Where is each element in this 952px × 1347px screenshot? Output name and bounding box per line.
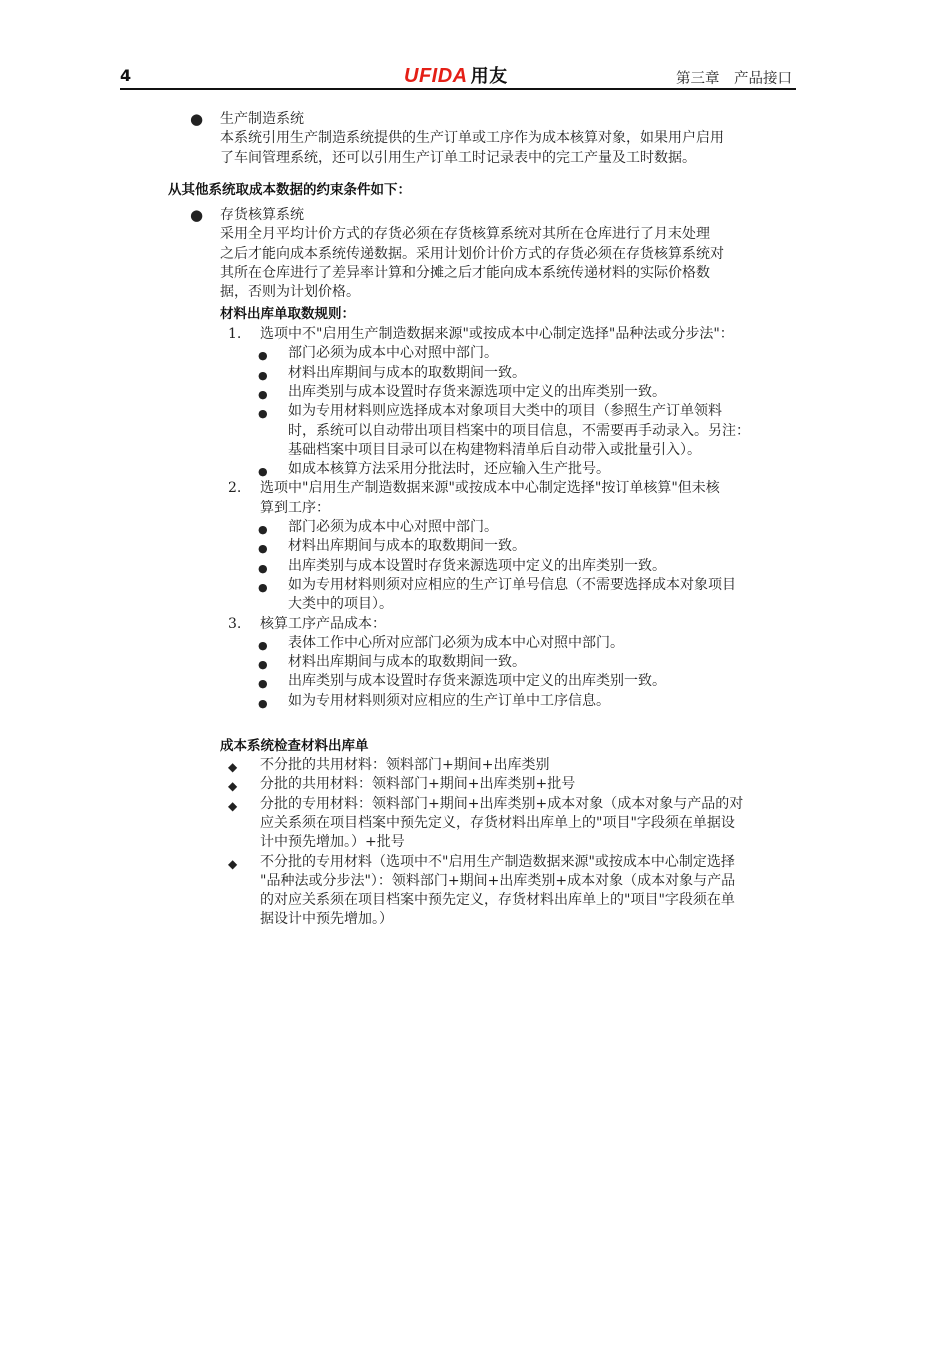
bullet-icon: ● (258, 580, 268, 594)
check-item-line: "品种法或分步法"）：领料部门+期间+出库类别+成本对象（成本对象与产品 (260, 872, 736, 889)
rule-title: 核算工序产品成本： (260, 615, 386, 632)
rule-item-line: 出库类别与成本设置时存货来源选项中定义的出库类别一致。 (288, 557, 666, 574)
chapter-title: 第三章 产品接口 (676, 71, 792, 87)
rule-item-line: 如成本核算方法采用分批法时，还应输入生产批号。 (288, 461, 610, 478)
constraints-heading: 从其他系统取成本数据的约束条件如下： (168, 182, 411, 198)
rules-heading: 材料出库单取数规则： (220, 306, 355, 322)
paragraph-line: 据，否则为计划价格。 (220, 284, 360, 301)
rule-item-line: 如为专用材料则应选择成本对象项目大类中的项目（参照生产订单领料 (288, 403, 722, 420)
bullet-icon: ● (258, 542, 268, 556)
paragraph-line: 其所在仓库进行了差异率计算和分摊之后才能向成本系统传递材料的实际价格数 (220, 264, 710, 281)
bullet-icon: ● (258, 407, 268, 421)
page-number: 4 (120, 66, 132, 85)
rule-item-line: 表体工作中心所对应部门必须为成本中心对照中部门。 (288, 634, 624, 651)
check-item-line: 应关系须在项目档案中预先定义，存货材料出库单上的"项目"字段须在单据设 (260, 814, 735, 831)
bullet-icon: ● (258, 696, 268, 710)
bullet-icon: ● (190, 206, 204, 224)
rule-item-line: 材料出库期间与成本的取数期间一致。 (288, 538, 526, 555)
bullet-icon: ● (258, 658, 268, 672)
check-item-line: 不分批的共用材料：领料部门+期间+出库类别 (260, 757, 550, 773)
check-item-line: 分批的共用材料：领料部门+期间+出库类别+批号 (260, 776, 576, 793)
check-item-line: 的对应关系须在项目档案中预先定义，存货材料出库单上的"项目"字段须在单 (260, 892, 735, 909)
rule-item-line: 如为专用材料则须对应相应的生产订单中工序信息。 (288, 692, 610, 709)
rule-title: 算到工序： (260, 499, 330, 516)
bullet-icon: ● (190, 110, 204, 128)
check-heading: 成本系统检查材料出库单 (220, 738, 369, 754)
logo-brand: UFIDA (404, 65, 468, 87)
paragraph-line: 本系统引用生产制造系统提供的生产订单或工序作为成本核算对象，如果用户启用 (220, 130, 724, 147)
rule-item-line: 基础档案中项目目录可以在构建物料清单后自动带入或批量引入）。 (288, 441, 701, 458)
section-title: 存货核算系统 (220, 207, 304, 223)
check-item-line: 计中预先增加。）+批号 (260, 834, 405, 851)
bullet-icon: ● (258, 465, 268, 479)
rule-item-line: 时，系统可以自动带出项目档案中的项目信息，不需要再手动录入。另注： (288, 422, 750, 439)
bullet-icon: ● (258, 349, 268, 363)
paragraph-line: 了车间管理系统，还可以引用生产订单工时记录表中的完工产量及工时数据。 (220, 149, 696, 166)
rule-item-line: 出库类别与成本设置时存货来源选项中定义的出库类别一致。 (288, 383, 666, 400)
rule-item-line: 材料出库期间与成本的取数期间一致。 (288, 654, 526, 671)
bullet-icon: ● (258, 387, 268, 401)
header-rule (120, 88, 796, 90)
bullet-icon: ● (258, 638, 268, 652)
bullet-icon: ● (258, 561, 268, 575)
rule-item-line: 部门必须为成本中心对照中部门。 (288, 345, 498, 362)
diamond-bullet-icon: ◆ (228, 760, 238, 774)
bullet-icon: ● (258, 523, 268, 536)
rule-item-line: 材料出库期间与成本的取数期间一致。 (288, 364, 526, 381)
bullet-icon: ● (258, 368, 268, 382)
paragraph-line: 之后才能向成本系统传递数据。采用计划价计价方式的存货必须在存货核算系统对 (220, 245, 724, 262)
rule-item-line: 如为专用材料则须对应相应的生产订单号信息（不需要选择成本对象项目 (288, 576, 736, 593)
diamond-bullet-icon: ◆ (228, 779, 238, 794)
bullet-icon: ● (258, 677, 268, 691)
logo-cn: 用友 (470, 66, 508, 86)
rule-title: 选项中不"启用生产制造数据来源"或按成本中心制定选择"品种法或分步法"： (260, 326, 734, 342)
check-item-line: 据设计中预先增加。） (260, 911, 393, 928)
rule-item-line: 出库类别与成本设置时存货来源选项中定义的出库类别一致。 (288, 673, 666, 690)
diamond-bullet-icon: ◆ (228, 798, 238, 813)
page-header (120, 62, 796, 90)
rule-number: 3. (228, 615, 242, 632)
diamond-bullet-icon: ◆ (228, 856, 238, 871)
check-item-line: 分批的专用材料：领料部门+期间+出库类别+成本对象（成本对象与产品的对 (260, 795, 744, 812)
rule-number: 1. (228, 326, 242, 342)
section-title: 生产制造系统 (220, 111, 304, 127)
paragraph-line: 采用全月平均计价方式的存货必须在存货核算系统对其所在仓库进行了月末处理 (220, 226, 710, 243)
rule-title: 选项中"启用生产制造数据来源"或按成本中心制定选择"按订单核算"但未核 (260, 480, 720, 497)
rule-number: 2. (228, 480, 242, 497)
rule-item-line: 大类中的项目）。 (288, 596, 393, 613)
rule-item-line: 部门必须为成本中心对照中部门。 (288, 519, 498, 535)
check-item-line: 不分批的专用材料（选项中不"启用生产制造数据来源"或按成本中心制定选择 (260, 853, 735, 870)
ufida-logo (404, 62, 508, 88)
